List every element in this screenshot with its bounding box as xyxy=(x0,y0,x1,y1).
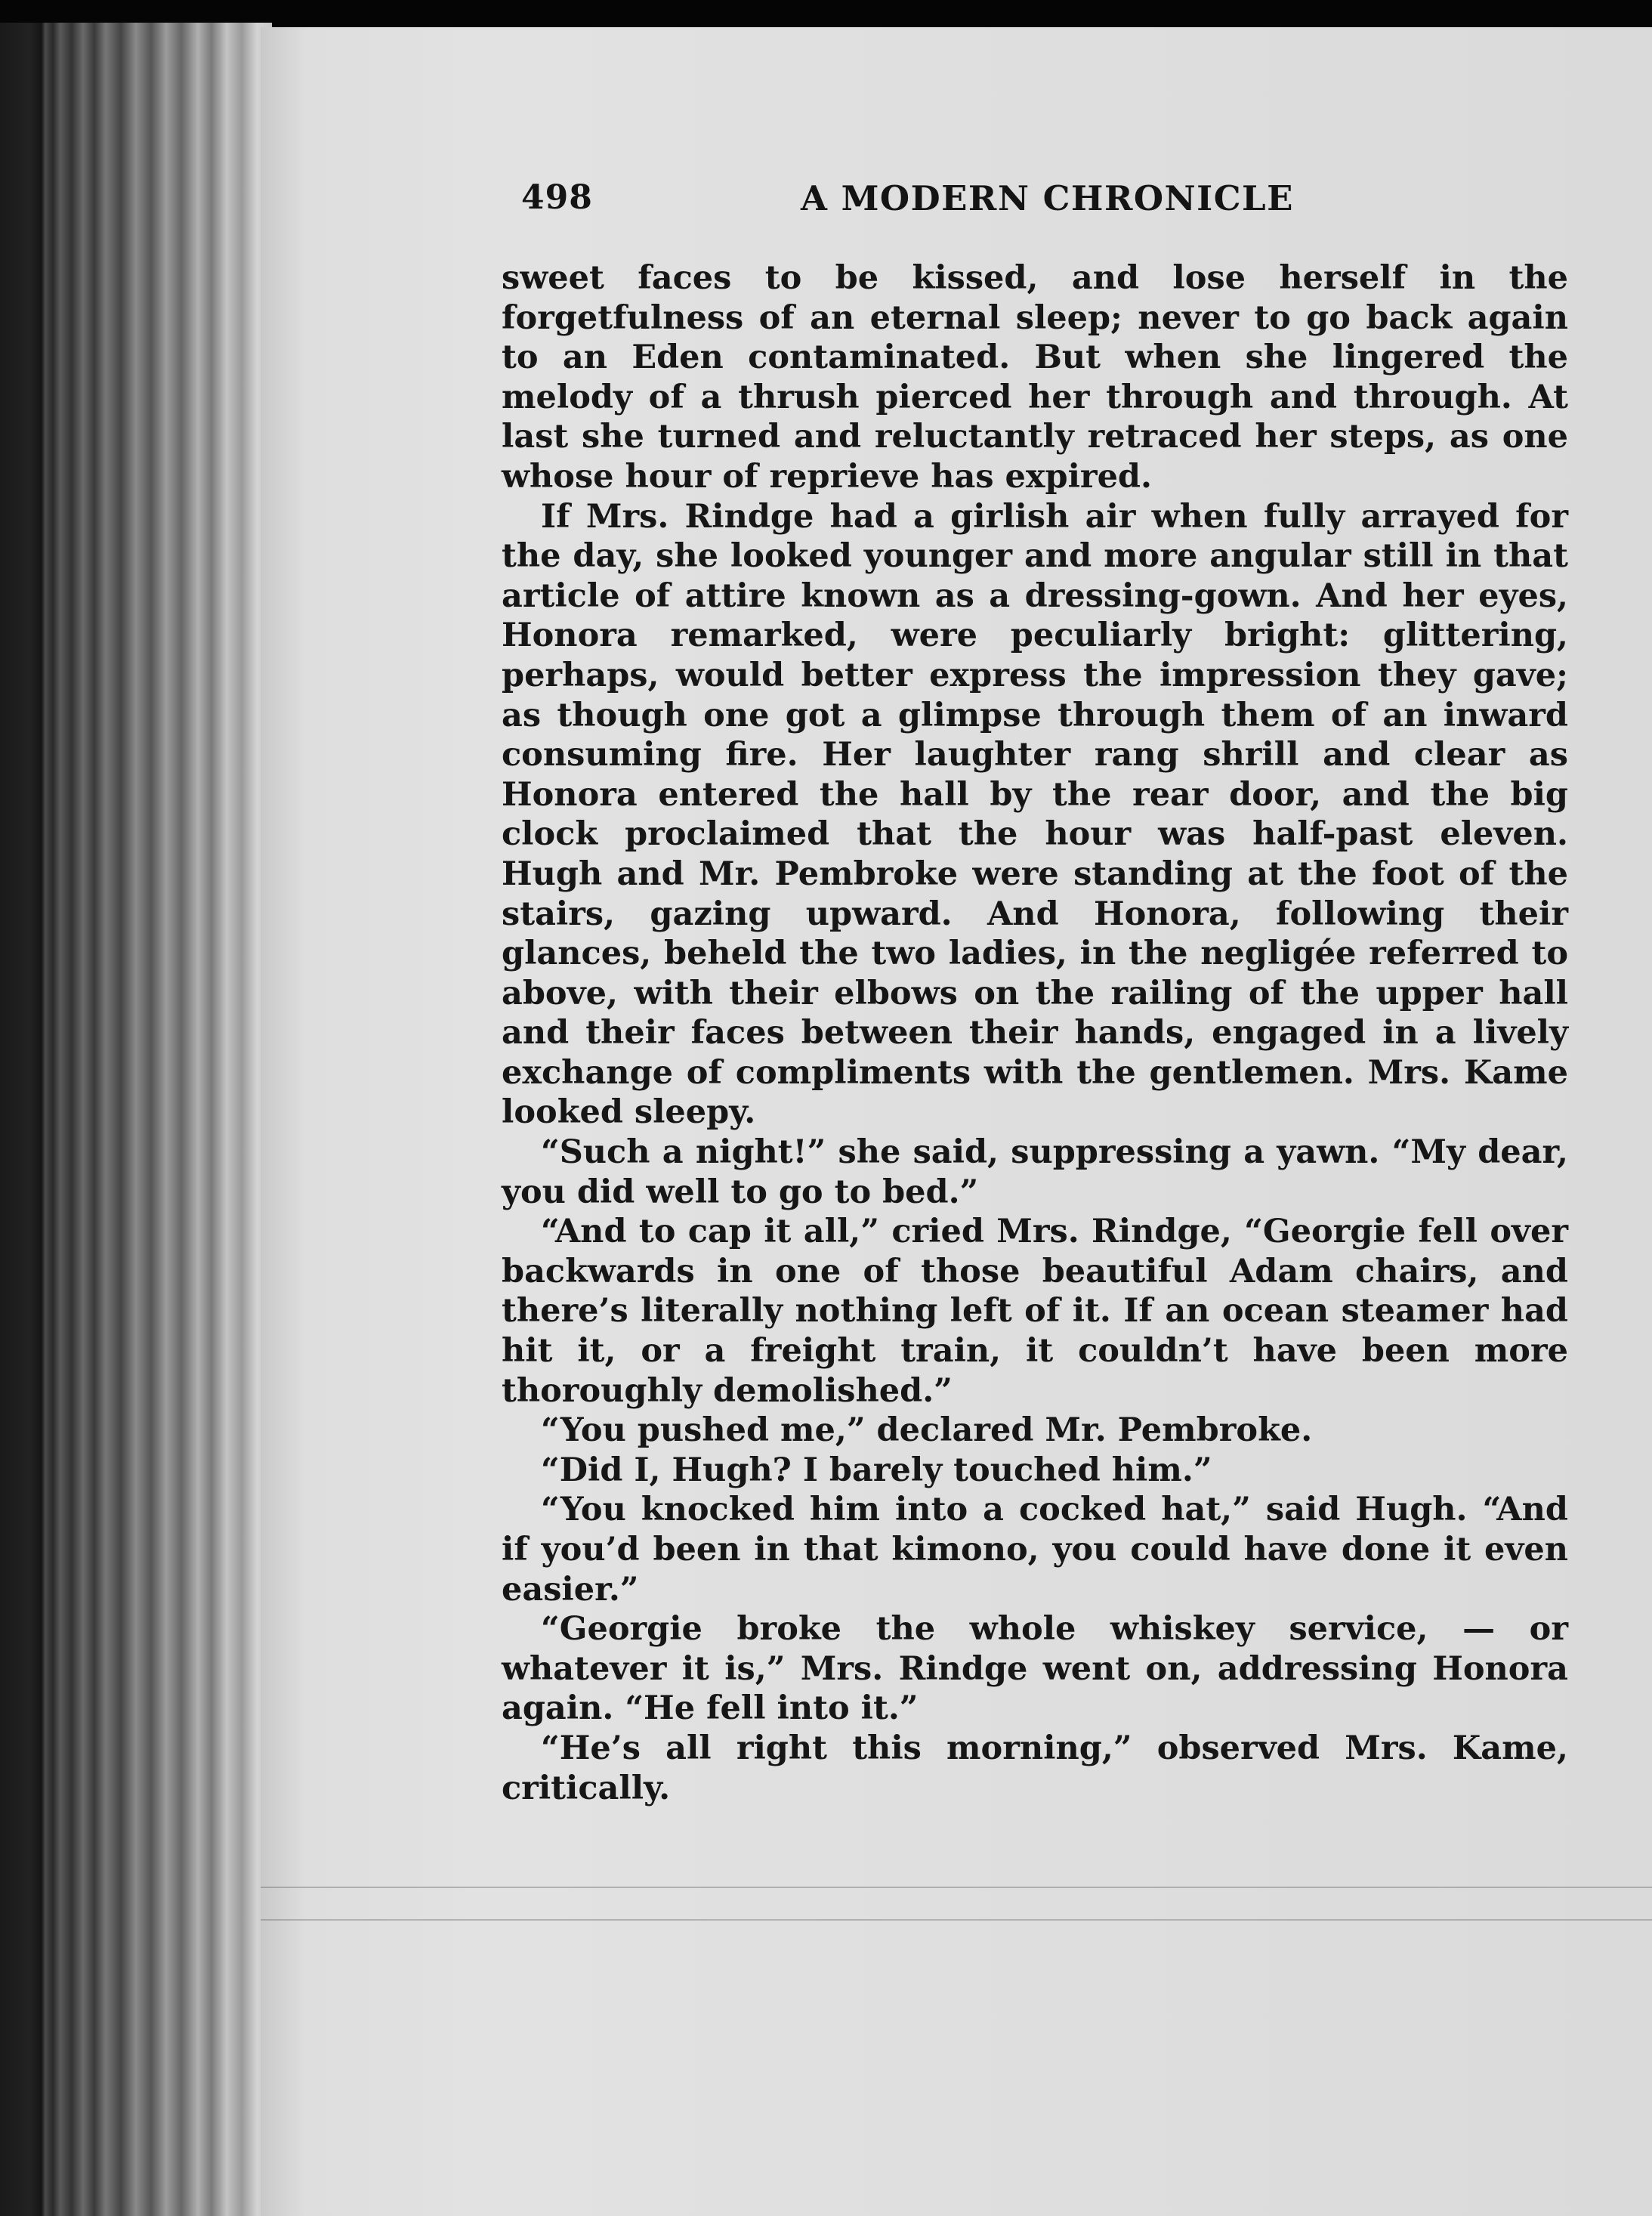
paragraph: “Georgie broke the whole whiskey service, — or whatever it is,” Mrs. Rindge went on, addressing Honora again. “He fell into it.” xyxy=(502,1610,1568,1728)
paragraph: “You pushed me,” declared Mr. Pembroke. xyxy=(541,1411,1313,1450)
paragraph: sweet faces to be kissed, and lose herself in the forgetfulness of an eternal sleep; never to go back again to an Eden contaminated. But when she lingered the melody of a thrush pierced her through and through. At last she turned and reluctantly retraced her steps, as one whose hour of reprieve has expired. xyxy=(502,259,1568,496)
scan-line-artifact xyxy=(261,1887,1652,1888)
paragraph: If Mrs. Rindge had a girlish air when fully arrayed for the day, she looked younger and more angular still in that article of attire known as a dressing-gown. And her eyes, Honora remarked, were peculiarly bright: glittering, perhaps, would better express the impression they gave; as though one got a glimpse through them of an inward consuming fire. Her laughter rang shrill and clear as Honora entered the hall by the rear door, and the big clock proclaimed that the hour was half-past eleven. Hugh and Mr. Pembroke were standing at the foot of the stairs, gazing upward. And Honora, following their glances, beheld the two ladies, in the negligée referred to above, with their elbows on the railing of the upper hall and their faces between their hands, engaged in a lively exchange of compliments with the gentlemen. Mrs. Kame looked sleepy. xyxy=(502,497,1568,1132)
body-text xyxy=(502,258,1568,1808)
paragraph: “And to cap it all,” cried Mrs. Rindge, “Georgie fell over backwards in one of those beautiful Adam chairs, and there’s literally nothing left of it. If an ocean steamer had hit it, or a freight train, it couldn’t have been more thoroughly demolished.” xyxy=(502,1213,1568,1410)
running-head: A MODERN CHRONICLE xyxy=(801,178,1294,218)
paragraph: “Such a night!” she said, suppressing a yawn. “My dear, you did well to go to bed.” xyxy=(502,1133,1568,1211)
paragraph: “You knocked him into a cocked hat,” said Hugh. “And if you’d been in that kimono, you could have done it even easier.” xyxy=(502,1491,1568,1609)
scan-line-artifact xyxy=(261,1919,1652,1921)
paragraph: “He’s all right this morning,” observed Mrs. Kame, critically. xyxy=(502,1729,1568,1807)
page-header xyxy=(521,178,1571,231)
paragraph: “Did I, Hugh? I barely touched him.” xyxy=(541,1451,1212,1489)
page-number: 498 xyxy=(521,178,593,217)
book-spine-edge xyxy=(0,23,272,2216)
